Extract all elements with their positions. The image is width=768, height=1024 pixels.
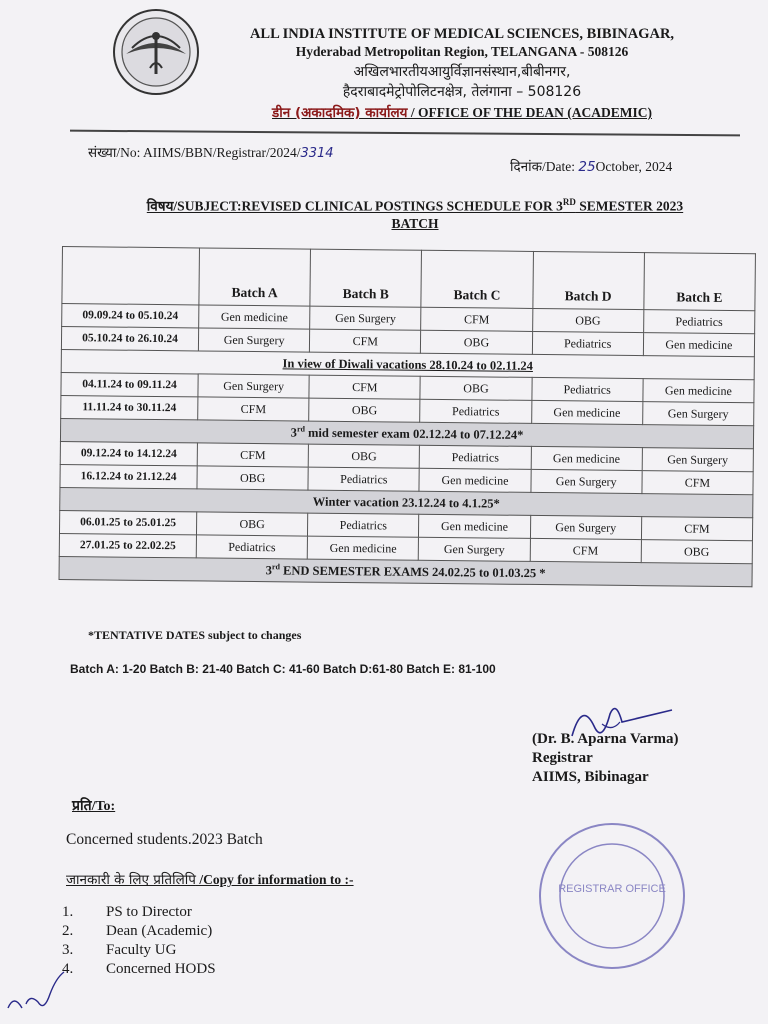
batch-header: Batch E [644, 253, 756, 311]
posting-cell: Gen medicine [531, 400, 642, 424]
signatory-org: AIIMS, Bibinagar [532, 769, 649, 785]
posting-cell: Gen Surgery [642, 448, 753, 472]
recipient-text: Concerned students.2023 Batch [66, 831, 263, 848]
subject-line [100, 194, 730, 232]
list-item [62, 941, 216, 960]
header-line-2: Hyderabad Metropolitan Region, TELANGANA - 508126 [295, 44, 629, 59]
header-line-1: ALL INDIA INSTITUTE OF MEDICAL SCIENCES, BIBINAGAR, [249, 26, 675, 42]
posting-cell: Pediatrics [532, 331, 643, 355]
posting-cell: CFM [310, 329, 421, 353]
band-prefix: 3 [265, 563, 272, 578]
signature-scribble-icon [562, 696, 682, 746]
copy-heading [66, 870, 354, 888]
posting-cell: Pediatrics [420, 445, 531, 469]
list-text: Dean (Academic) [106, 923, 213, 939]
batch-header: Batch D [532, 251, 644, 309]
posting-cell: OBG [308, 444, 419, 468]
posting-cell: Pediatrics [643, 310, 754, 334]
posting-cell: OBG [532, 308, 643, 332]
date-range-cell: 04.11.24 to 09.11.24 [61, 372, 198, 396]
date-range-cell: 09.09.24 to 05.10.24 [62, 304, 199, 328]
date-range-cell: 06.01.25 to 25.01.25 [59, 510, 196, 534]
reference-number [88, 143, 334, 161]
stamp-text: REGISTRAR OFFICE [558, 883, 666, 895]
posting-cell: OBG [420, 376, 531, 400]
posting-cell: OBG [641, 540, 752, 564]
date-range-cell: 27.01.25 to 22.02.25 [59, 533, 196, 557]
posting-cell: Gen medicine [419, 514, 530, 538]
subject-suffix: SEMESTER 2023 [575, 198, 684, 214]
subject-superscript: RD [562, 197, 576, 207]
band-text: END SEMESTER EXAMS 24.02.25 to 01.03.25 * [279, 563, 546, 581]
list-number: 4. [62, 961, 74, 977]
posting-cell: Gen Surgery [198, 328, 309, 352]
band-prefix: 3 [290, 425, 298, 440]
batch-header: Batch C [421, 250, 533, 308]
list-item [62, 922, 216, 941]
posting-cell: Gen medicine [531, 446, 642, 470]
header-line-3: अखिलभारतीयआयुर्विज्ञानसंस्थान,बीबीनगर, [353, 64, 571, 80]
signature-block [532, 730, 679, 787]
band-superscript: rd [271, 562, 280, 572]
posting-cell: Gen Surgery [198, 374, 309, 398]
office-title-hindi: डीन (अकादमिक) कार्यालय [272, 105, 408, 121]
subject-prefix: विषय/SUBJECT:REVISED CLINICAL POSTINGS SCHEDULE FOR 3 [146, 198, 563, 214]
diwali-band: In view of Diwali vacations 28.10.24 to 02.11.24 [61, 349, 754, 379]
posting-cell: Gen Surgery [310, 306, 421, 330]
to-label: प्रति/To: [72, 799, 116, 814]
posting-cell: Gen Surgery [530, 515, 641, 539]
posting-cell: Pediatrics [531, 377, 642, 401]
schedule-table [59, 246, 756, 587]
letter-date [510, 157, 672, 175]
posting-cell: Gen medicine [307, 536, 418, 560]
date-range-cell: 11.11.24 to 30.11.24 [61, 395, 198, 419]
signatory-name: (Dr. B. Aparna Varma) [532, 731, 679, 747]
posting-cell: Pediatrics [196, 535, 307, 559]
posting-cell: Gen Surgery [642, 402, 753, 426]
copy-heading-english: /Copy for information to :- [195, 872, 354, 887]
list-number: 1. [62, 904, 74, 920]
office-title-english: / OFFICE OF THE DEAN (ACADEMIC) [407, 105, 652, 120]
list-number: 2. [62, 923, 74, 939]
copy-list [62, 903, 216, 979]
posting-cell: Gen medicine [419, 468, 530, 492]
posting-cell: CFM [641, 517, 752, 541]
date-handwritten-day: 25 [578, 159, 596, 175]
posting-cell: CFM [642, 471, 753, 495]
list-text: PS to Director [106, 904, 192, 920]
posting-cell: OBG [309, 398, 420, 422]
posting-cell: Pediatrics [420, 399, 531, 423]
posting-cell: Gen Surgery [419, 537, 530, 561]
handwritten-initials-icon [4, 964, 74, 1020]
signatory-title: Registrar [532, 750, 593, 766]
posting-cell: OBG [196, 512, 307, 536]
date-range-cell: 09.12.24 to 14.12.24 [60, 441, 197, 465]
list-number: 3. [62, 942, 74, 958]
list-text: Concerned HODS [106, 961, 216, 977]
institute-header [222, 26, 702, 121]
batch-header: Batch B [310, 249, 422, 307]
date-label: दिनांक/Date: [510, 159, 579, 174]
office-title [222, 103, 702, 121]
list-item [62, 903, 216, 922]
posting-cell: OBG [421, 330, 532, 354]
posting-cell: OBG [197, 466, 308, 490]
reference-label: संख्या/No: AIIMS/BBN/Registrar/2024/ [88, 145, 301, 160]
posting-cell: Gen medicine [643, 333, 754, 357]
band-superscript: rd [296, 424, 306, 434]
posting-cell: Pediatrics [308, 513, 419, 537]
posting-cell: Gen medicine [643, 379, 754, 403]
copy-heading-hindi: जानकारी के लिए प्रतिलिपि [66, 872, 196, 888]
subject-line-2: BATCH [391, 215, 439, 231]
winter-vacation-band: Winter vacation 23.12.24 to 4.1.25* [60, 487, 753, 517]
posting-cell: CFM [197, 443, 308, 467]
list-text: Faculty UG [106, 942, 177, 958]
posting-cell: Pediatrics [308, 467, 419, 491]
date-month-year: October, 2024 [595, 159, 673, 174]
table-header-row [62, 247, 756, 311]
date-range-cell: 05.10.24 to 26.10.24 [61, 327, 198, 351]
header-line-4: हैदराबादमेट्रोपोलिटनक्षेत्र, तेलंगाना – 508126 [342, 84, 582, 100]
posting-cell: Gen medicine [199, 305, 310, 329]
posting-cell: Gen Surgery [531, 469, 642, 493]
reference-handwritten-number: 3314 [300, 146, 334, 161]
posting-cell: CFM [309, 375, 420, 399]
band-text: mid semester exam 02.12.24 to 07.12.24* [304, 425, 524, 442]
posting-cell: CFM [530, 538, 641, 562]
tentative-note: *TENTATIVE DATES subject to changes [88, 628, 302, 642]
empty-header-cell [62, 247, 200, 305]
aiims-logo-icon [112, 8, 200, 96]
header-divider [70, 130, 740, 137]
list-item [62, 960, 216, 979]
date-range-cell: 16.12.24 to 21.12.24 [60, 464, 197, 488]
posting-cell: CFM [198, 397, 309, 421]
batch-roll-numbers: Batch A: 1-20 Batch B: 21-40 Batch C: 41-60 Batch D:61-80 Batch E: 81-100 [70, 662, 496, 676]
registrar-office-stamp-icon [536, 820, 688, 972]
batch-header: Batch A [199, 248, 311, 306]
posting-cell: CFM [421, 307, 532, 331]
